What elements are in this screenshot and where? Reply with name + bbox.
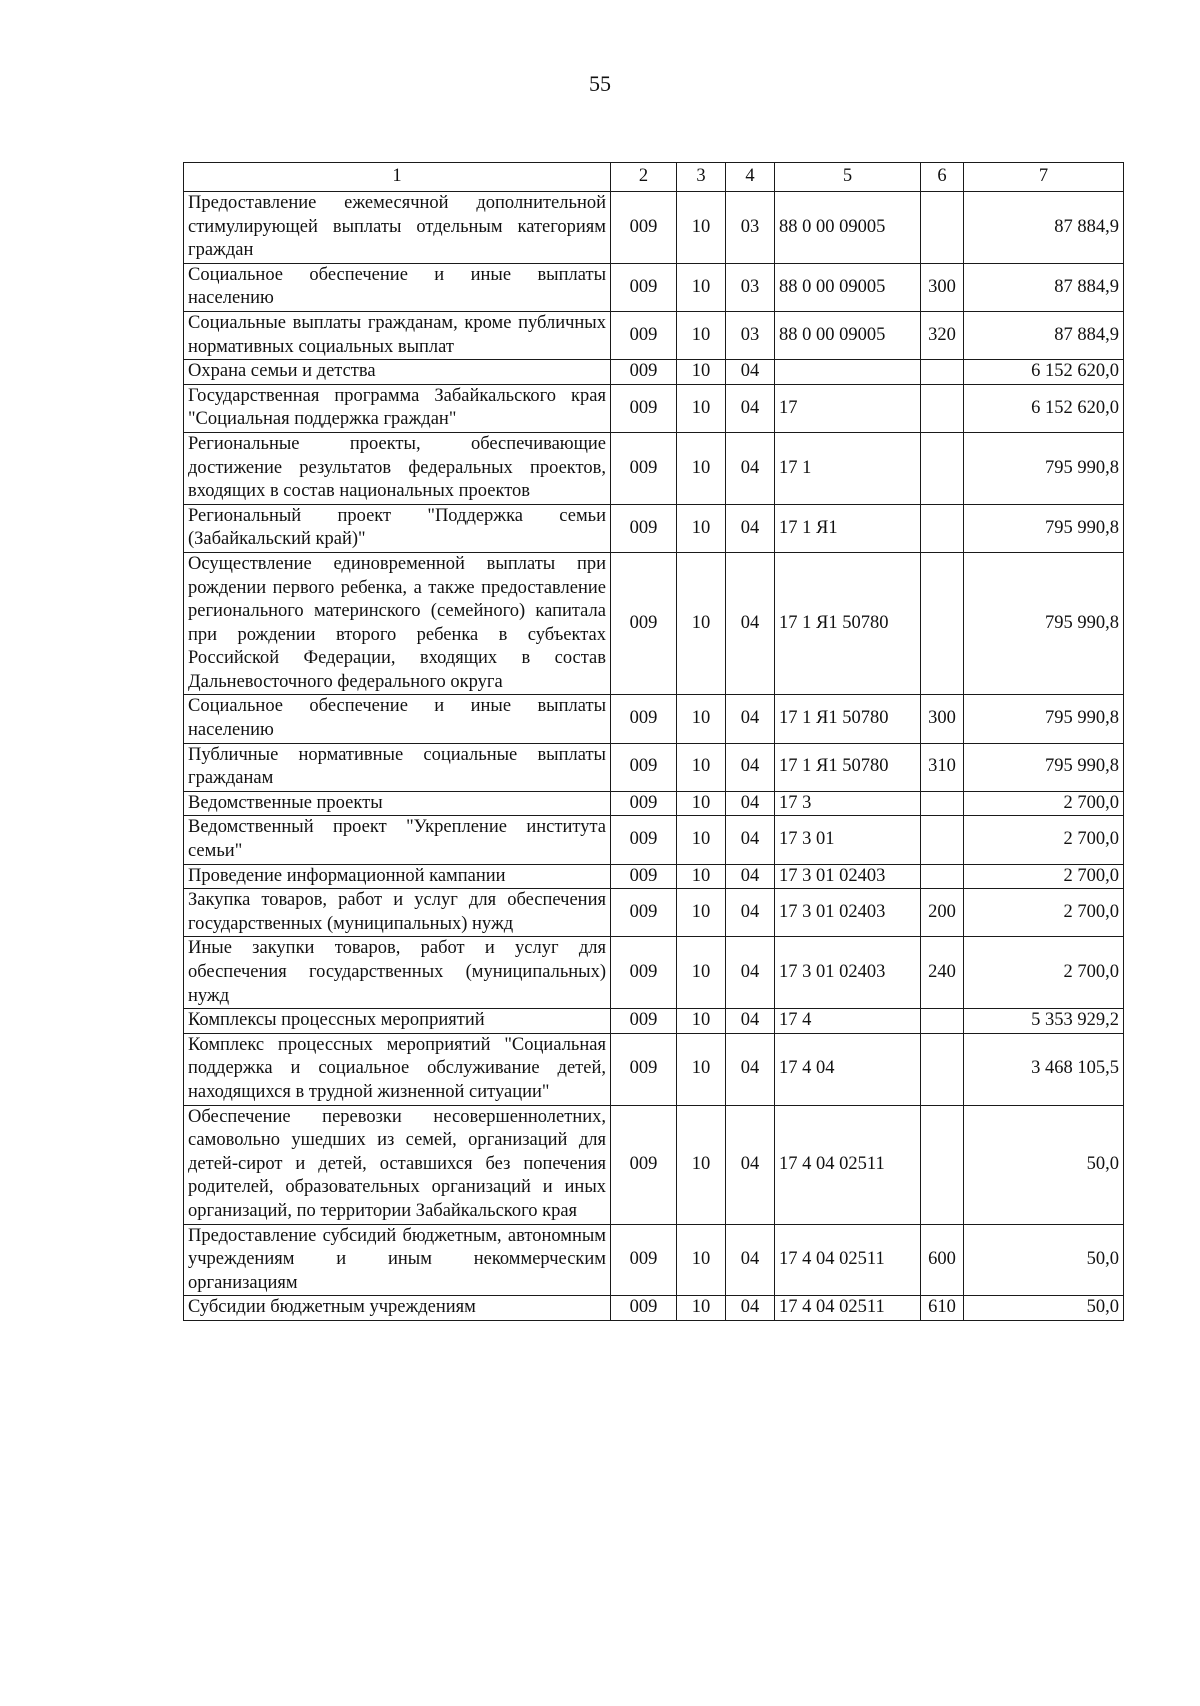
section-code: 10: [677, 384, 726, 432]
subsection-code: 04: [726, 432, 775, 504]
amount-value: 87 884,9: [964, 192, 1124, 264]
expense-type-code: [921, 384, 964, 432]
expense-type-code: [921, 816, 964, 864]
target-article-code: 88 0 00 09005: [775, 263, 921, 311]
target-article-code: 17 4: [775, 1009, 921, 1034]
item-name: Охрана семьи и детства: [184, 360, 611, 385]
subsection-code: 04: [726, 864, 775, 889]
target-article-code: 88 0 00 09005: [775, 311, 921, 359]
column-number: 3: [677, 163, 726, 192]
table-row: [184, 816, 1124, 864]
subsection-code: 04: [726, 384, 775, 432]
table-row: [184, 360, 1124, 385]
section-code: 10: [677, 311, 726, 359]
admin-code: 009: [611, 1009, 677, 1034]
expense-type-code: 310: [921, 743, 964, 791]
column-number: 4: [726, 163, 775, 192]
section-code: 10: [677, 889, 726, 937]
subsection-code: 04: [726, 360, 775, 385]
amount-value: 795 990,8: [964, 504, 1124, 552]
expense-type-code: 610: [921, 1296, 964, 1321]
admin-code: 009: [611, 1296, 677, 1321]
admin-code: 009: [611, 889, 677, 937]
subsection-code: 04: [726, 1224, 775, 1296]
target-article-code: 17 1: [775, 432, 921, 504]
table-row: [184, 695, 1124, 743]
section-code: 10: [677, 1009, 726, 1034]
target-article-code: 17 3 01: [775, 816, 921, 864]
target-article-code: 17 1 Я1 50780: [775, 695, 921, 743]
section-code: 10: [677, 192, 726, 264]
amount-value: 6 152 620,0: [964, 360, 1124, 385]
admin-code: 009: [611, 816, 677, 864]
table-row: [184, 937, 1124, 1009]
section-code: 10: [677, 1033, 726, 1105]
expense-type-code: 600: [921, 1224, 964, 1296]
table-row: [184, 1224, 1124, 1296]
item-name: Иные закупки товаров, работ и услуг для обеспечения государственных (муниципальных) нужд: [184, 937, 611, 1009]
item-name: Социальное обеспечение и иные выплаты населению: [184, 695, 611, 743]
target-article-code: 17 1 Я1: [775, 504, 921, 552]
item-name: Предоставление субсидий бюджетным, автономным учреждениям и иным некоммерческим организациям: [184, 1224, 611, 1296]
target-article-code: 88 0 00 09005: [775, 192, 921, 264]
column-number: 5: [775, 163, 921, 192]
amount-value: 2 700,0: [964, 864, 1124, 889]
section-code: 10: [677, 504, 726, 552]
subsection-code: 04: [726, 1105, 775, 1224]
expense-type-code: 320: [921, 311, 964, 359]
expense-type-code: [921, 360, 964, 385]
section-code: 10: [677, 791, 726, 816]
admin-code: 009: [611, 743, 677, 791]
target-article-code: 17 1 Я1 50780: [775, 552, 921, 695]
budget-table: [183, 162, 1124, 1321]
subsection-code: 04: [726, 1009, 775, 1034]
target-article-code: 17: [775, 384, 921, 432]
admin-code: 009: [611, 552, 677, 695]
item-name: Региональные проекты, обеспечивающие достижение результатов федеральных проектов, входящих в состав национальных проектов: [184, 432, 611, 504]
section-code: 10: [677, 816, 726, 864]
amount-value: 2 700,0: [964, 816, 1124, 864]
expense-type-code: [921, 864, 964, 889]
item-name: Публичные нормативные социальные выплаты гражданам: [184, 743, 611, 791]
table-row: [184, 1033, 1124, 1105]
expense-type-code: [921, 1105, 964, 1224]
admin-code: 009: [611, 864, 677, 889]
table-row: [184, 1105, 1124, 1224]
target-article-code: [775, 360, 921, 385]
amount-value: 5 353 929,2: [964, 1009, 1124, 1034]
amount-value: 87 884,9: [964, 263, 1124, 311]
amount-value: 50,0: [964, 1224, 1124, 1296]
subsection-code: 03: [726, 311, 775, 359]
admin-code: 009: [611, 937, 677, 1009]
target-article-code: 17 4 04 02511: [775, 1224, 921, 1296]
admin-code: 009: [611, 791, 677, 816]
table-row: [184, 432, 1124, 504]
expense-type-code: [921, 192, 964, 264]
table-row: [184, 504, 1124, 552]
amount-value: 795 990,8: [964, 432, 1124, 504]
item-name: Проведение информационной кампании: [184, 864, 611, 889]
subsection-code: 03: [726, 192, 775, 264]
admin-code: 009: [611, 695, 677, 743]
item-name: Предоставление ежемесячной дополнительной стимулирующей выплаты отдельным категориям граждан: [184, 192, 611, 264]
amount-value: 795 990,8: [964, 552, 1124, 695]
section-code: 10: [677, 360, 726, 385]
admin-code: 009: [611, 504, 677, 552]
subsection-code: 04: [726, 791, 775, 816]
target-article-code: 17 4 04 02511: [775, 1296, 921, 1321]
section-code: 10: [677, 263, 726, 311]
section-code: 10: [677, 552, 726, 695]
admin-code: 009: [611, 360, 677, 385]
item-name: Региональный проект "Поддержка семьи (Забайкальский край)": [184, 504, 611, 552]
table-row: [184, 311, 1124, 359]
subsection-code: 04: [726, 695, 775, 743]
table-row: [184, 791, 1124, 816]
target-article-code: 17 4 04 02511: [775, 1105, 921, 1224]
subsection-code: 04: [726, 552, 775, 695]
subsection-code: 03: [726, 263, 775, 311]
item-name: Социальное обеспечение и иные выплаты населению: [184, 263, 611, 311]
admin-code: 009: [611, 192, 677, 264]
amount-value: 6 152 620,0: [964, 384, 1124, 432]
table-row: [184, 1296, 1124, 1321]
amount-value: 2 700,0: [964, 889, 1124, 937]
item-name: Комплекс процессных мероприятий "Социальная поддержка и социальное обслуживание детей, находящихся в трудной жизненной ситуации": [184, 1033, 611, 1105]
column-number-row: [184, 163, 1124, 192]
amount-value: 2 700,0: [964, 791, 1124, 816]
amount-value: 87 884,9: [964, 311, 1124, 359]
item-name: Закупка товаров, работ и услуг для обеспечения государственных (муниципальных) нужд: [184, 889, 611, 937]
expense-type-code: 300: [921, 263, 964, 311]
target-article-code: 17 3 01 02403: [775, 937, 921, 1009]
amount-value: 50,0: [964, 1296, 1124, 1321]
admin-code: 009: [611, 1033, 677, 1105]
target-article-code: 17 3 01 02403: [775, 889, 921, 937]
column-number: 7: [964, 163, 1124, 192]
admin-code: 009: [611, 311, 677, 359]
subsection-code: 04: [726, 504, 775, 552]
target-article-code: 17 3: [775, 791, 921, 816]
target-article-code: 17 3 01 02403: [775, 864, 921, 889]
amount-value: 50,0: [964, 1105, 1124, 1224]
expense-type-code: [921, 432, 964, 504]
amount-value: 3 468 105,5: [964, 1033, 1124, 1105]
item-name: Комплексы процессных мероприятий: [184, 1009, 611, 1034]
admin-code: 009: [611, 1105, 677, 1224]
expense-type-code: 300: [921, 695, 964, 743]
subsection-code: 04: [726, 889, 775, 937]
item-name: Ведомственные проекты: [184, 791, 611, 816]
table-row: [184, 263, 1124, 311]
table-row: [184, 552, 1124, 695]
subsection-code: 04: [726, 816, 775, 864]
admin-code: 009: [611, 263, 677, 311]
column-number: 1: [184, 163, 611, 192]
column-number: 6: [921, 163, 964, 192]
subsection-code: 04: [726, 743, 775, 791]
admin-code: 009: [611, 1224, 677, 1296]
table-row: [184, 864, 1124, 889]
section-code: 10: [677, 743, 726, 791]
section-code: 10: [677, 1296, 726, 1321]
table-row: [184, 1009, 1124, 1034]
table-row: [184, 384, 1124, 432]
target-article-code: 17 1 Я1 50780: [775, 743, 921, 791]
target-article-code: 17 4 04: [775, 1033, 921, 1105]
item-name: Обеспечение перевозки несовершеннолетних, самовольно ушедших из семей, организаций для детей-сирот и детей, оставшихся без попечения родителей, образовательных организаций и иных организаций, по территории Забайкальского края: [184, 1105, 611, 1224]
amount-value: 795 990,8: [964, 695, 1124, 743]
section-code: 10: [677, 1224, 726, 1296]
admin-code: 009: [611, 384, 677, 432]
amount-value: 795 990,8: [964, 743, 1124, 791]
page-number: 55: [589, 71, 611, 96]
expense-type-code: 240: [921, 937, 964, 1009]
section-code: 10: [677, 1105, 726, 1224]
table-row: [184, 192, 1124, 264]
subsection-code: 04: [726, 1296, 775, 1321]
section-code: 10: [677, 937, 726, 1009]
item-name: Осуществление единовременной выплаты при рождении первого ребенка, а также предоставление регионального материнского (семейного) капитала при рождении второго ребенка в субъектах Российской Федерации, входящих в состав Дальневосточного федерального округа: [184, 552, 611, 695]
expense-type-code: [921, 791, 964, 816]
item-name: Ведомственный проект "Укрепление института семьи": [184, 816, 611, 864]
expense-type-code: [921, 504, 964, 552]
item-name: Субсидии бюджетным учреждениям: [184, 1296, 611, 1321]
admin-code: 009: [611, 432, 677, 504]
section-code: 10: [677, 695, 726, 743]
table-row: [184, 743, 1124, 791]
expense-type-code: 200: [921, 889, 964, 937]
item-name: Социальные выплаты гражданам, кроме публичных нормативных социальных выплат: [184, 311, 611, 359]
expense-type-code: [921, 1009, 964, 1034]
amount-value: 2 700,0: [964, 937, 1124, 1009]
item-name: Государственная программа Забайкальского края "Социальная поддержка граждан": [184, 384, 611, 432]
column-number: 2: [611, 163, 677, 192]
expense-type-code: [921, 1033, 964, 1105]
expense-type-code: [921, 552, 964, 695]
table-row: [184, 889, 1124, 937]
subsection-code: 04: [726, 937, 775, 1009]
section-code: 10: [677, 432, 726, 504]
section-code: 10: [677, 864, 726, 889]
subsection-code: 04: [726, 1033, 775, 1105]
